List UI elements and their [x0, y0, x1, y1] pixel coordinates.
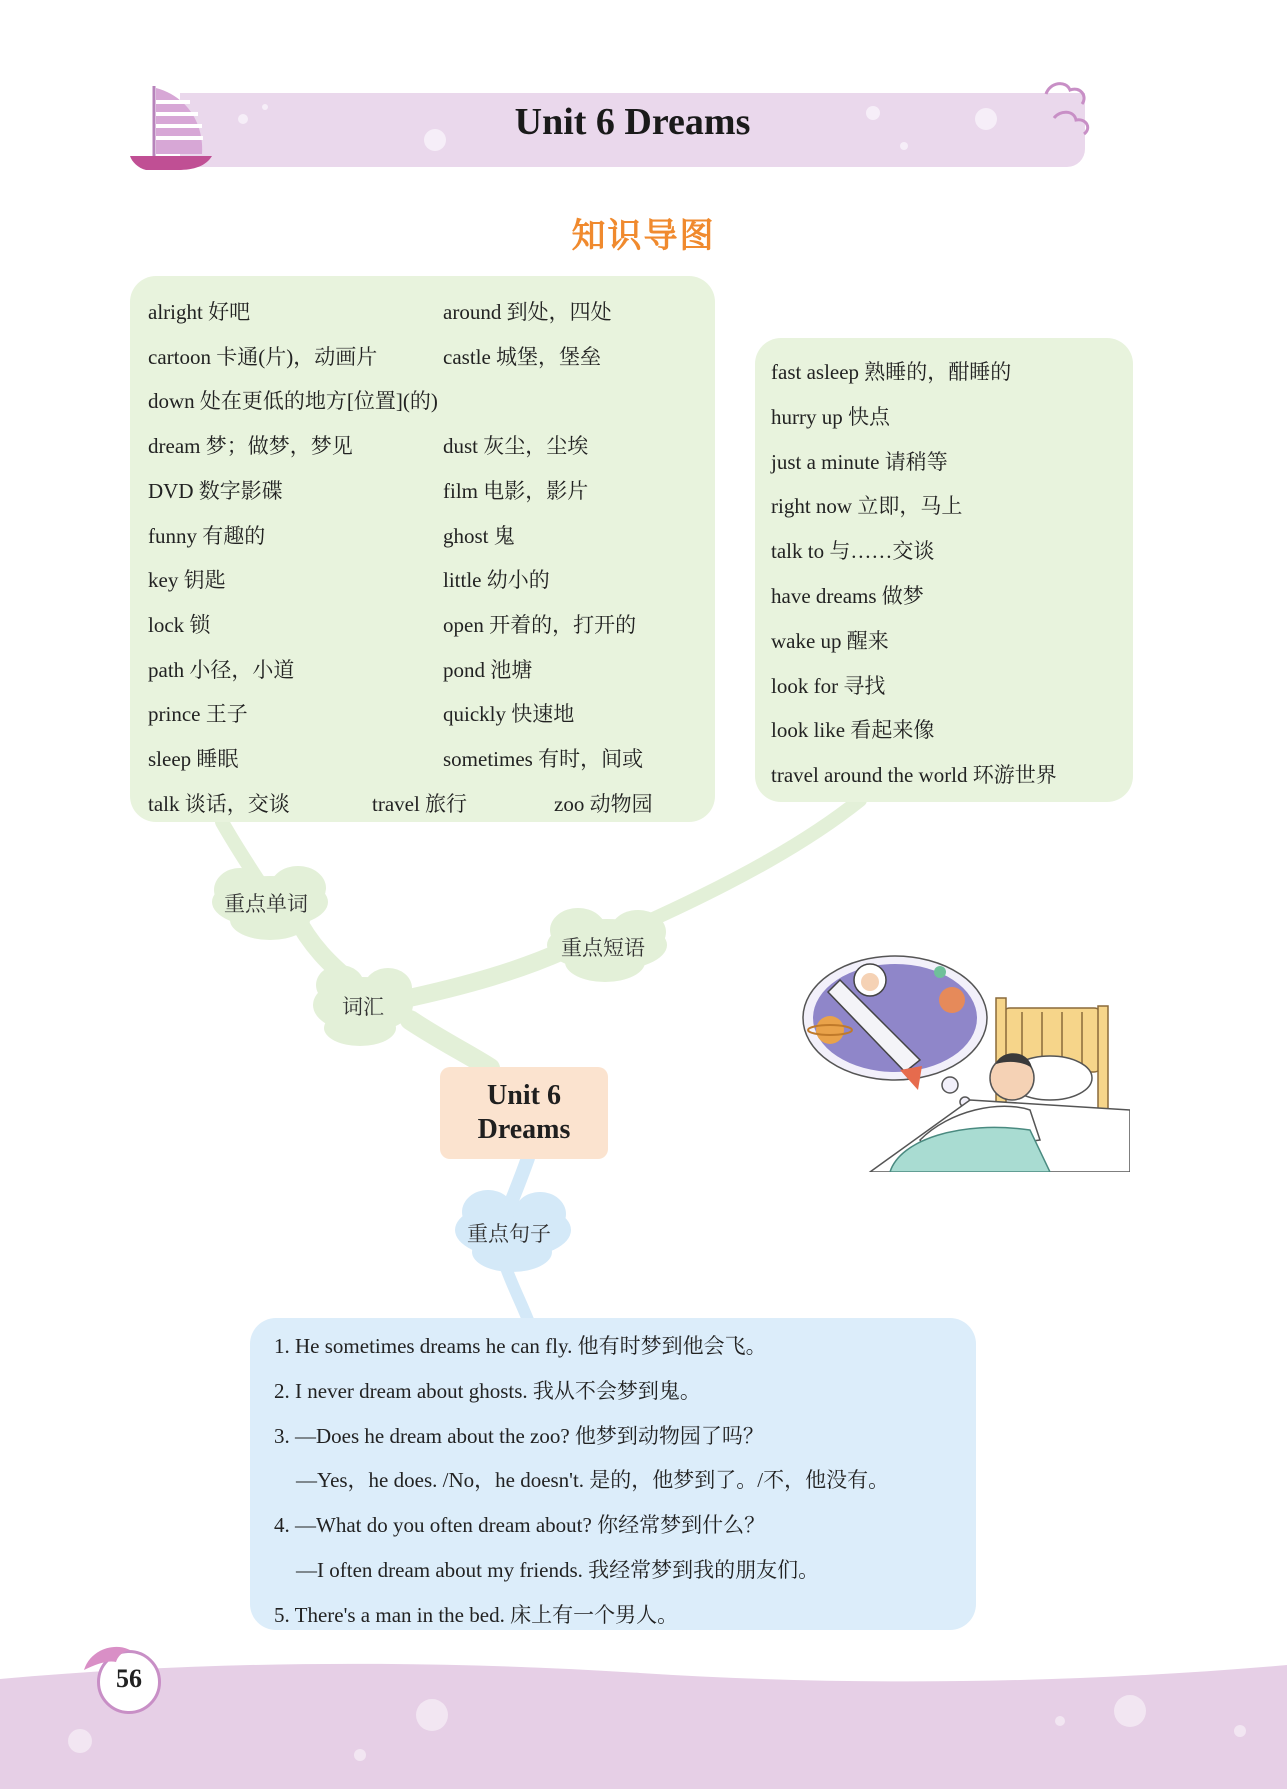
- vocab-item: key 钥匙: [148, 568, 226, 593]
- vocab-item: DVD 数字影碟: [148, 478, 283, 503]
- center-node: [440, 1067, 608, 1159]
- sentence-item: 3. —Does he dream about the zoo? 他梦到动物园了吗？: [274, 1423, 764, 1448]
- vocab-item: alright 好吧: [148, 300, 251, 324]
- page-number: 56: [116, 1664, 142, 1693]
- vocab-item: film 电影，影片: [443, 478, 589, 503]
- vocab-item: lock 锁: [148, 612, 211, 637]
- vocab-item: open 开着的，打开的: [443, 612, 637, 637]
- center-node-line2: Dreams: [477, 1114, 571, 1145]
- node-vocabulary: 词汇: [342, 995, 384, 1019]
- node-vocab-words: 重点单词: [224, 892, 308, 916]
- sentence-item: 2. I never dream about ghosts. 我从不会梦到鬼。: [274, 1378, 701, 1403]
- node-key-phrases: 重点短语: [561, 936, 645, 960]
- vocab-item: castle 城堡，堡垒: [443, 344, 602, 369]
- sentence-item: —I often dream about my friends. 我经常梦到我的朋友们。: [296, 1558, 820, 1582]
- node-key-sentences: 重点句子: [467, 1222, 551, 1246]
- sentence-item: 5. There's a man in the bed. 床上有一个男人。: [274, 1602, 679, 1627]
- vocab-item: travel 旅行: [372, 791, 468, 816]
- phrase-item: talk to 与……交谈: [771, 539, 935, 564]
- vocab-item: sometimes 有时，间或: [443, 747, 644, 771]
- vocab-item: pond 池塘: [443, 657, 533, 682]
- vocab-item: dust 灰尘，尘埃: [443, 434, 589, 459]
- vocab-item: dream 梦；做梦，梦见: [148, 434, 353, 459]
- vocab-item: down 处在更低的地方[位置](的): [148, 389, 438, 414]
- sentence-item: 1. He sometimes dreams he can fly. 他有时梦到他会飞。: [274, 1334, 767, 1358]
- phrase-item: right now 立即，马上: [771, 494, 963, 519]
- vocab-item: sleep 睡眠: [148, 747, 239, 771]
- phrase-item: travel around the world 环游世界: [771, 763, 1057, 788]
- sentence-item: —Yes，he does. /No，he doesn't. 是的，他梦到了。/不，他没有。: [296, 1468, 890, 1493]
- vocab-item: zoo 动物园: [554, 791, 653, 816]
- vocab-item: cartoon 卡通(片)，动画片: [148, 344, 378, 369]
- page-title: Unit 6 Dreams: [514, 101, 751, 143]
- phrase-item: look for 寻找: [771, 673, 886, 698]
- section-title: 知识导图: [571, 218, 716, 255]
- sentence-item: 4. —What do you often dream about? 你经常梦到什么？: [274, 1513, 766, 1538]
- phrase-item: just a minute 请稍等: [771, 449, 948, 474]
- vocab-item: ghost 鬼: [443, 523, 515, 548]
- phrase-item: look like 看起来像: [771, 718, 935, 743]
- dreaming-boy-illustration: [800, 950, 1130, 1172]
- vocab-item: little 幼小的: [443, 568, 550, 593]
- vocab-item: quickly 快速地: [443, 702, 575, 727]
- vocab-item: path 小径，小道: [148, 657, 295, 682]
- vocab-item: prince 王子: [148, 702, 248, 727]
- vocab-item: around 到处，四处: [443, 300, 612, 324]
- center-node-line1: Unit 6: [487, 1080, 561, 1111]
- phrase-item: fast asleep 熟睡的，酣睡的: [771, 360, 1012, 384]
- vocab-item: talk 谈话，交谈: [148, 791, 290, 816]
- footer-wave: [0, 1655, 1287, 1789]
- phrase-item: wake up 醒来: [771, 628, 889, 653]
- vocab-item: funny 有趣的: [148, 523, 266, 548]
- phrase-item: hurry up 快点: [771, 404, 890, 429]
- phrase-item: have dreams 做梦: [771, 584, 924, 608]
